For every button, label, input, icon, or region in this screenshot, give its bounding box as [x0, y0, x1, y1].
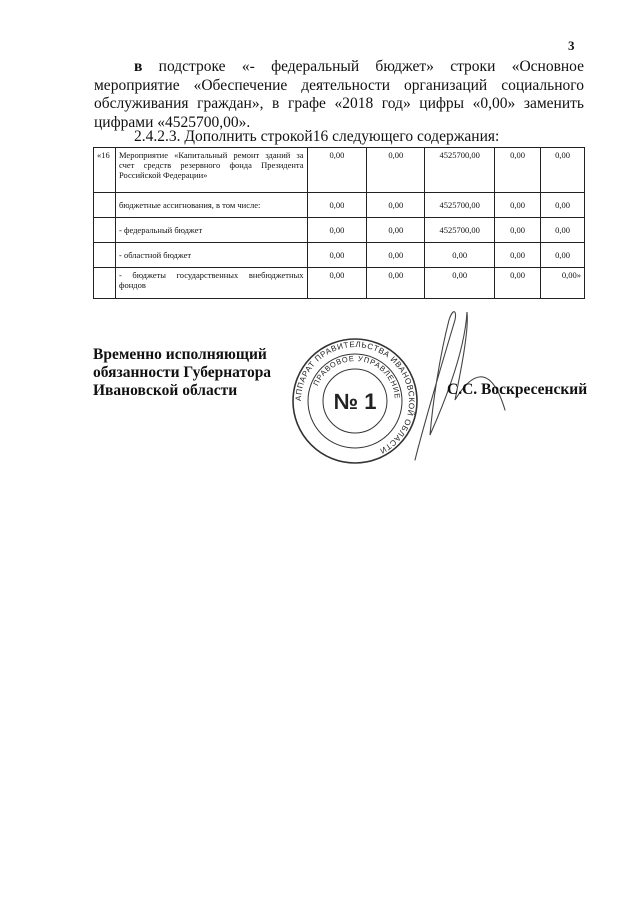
cell-value: 4525700,00: [425, 148, 495, 193]
cell-value: 0,00: [307, 193, 367, 218]
table-row: [94, 268, 585, 299]
cell-value: 0,00: [541, 243, 585, 268]
table-row: [94, 218, 585, 243]
cell-value: 0,00: [495, 268, 541, 299]
row-label: - областной бюджет: [115, 243, 307, 268]
cell-value: 0,00: [307, 243, 367, 268]
row-label: Мероприятие «Капитальный ремонт зданий за счет средств резервного фонда Президента Российской Федерации»: [115, 148, 307, 193]
row-index: [94, 218, 116, 243]
row-index: [94, 193, 116, 218]
cell-value: 0,00: [495, 148, 541, 193]
cell-value: 0,00»: [541, 268, 585, 299]
cell-value: 0,00: [495, 218, 541, 243]
cell-value: 0,00: [367, 148, 425, 193]
cell-value: 4525700,00: [425, 193, 495, 218]
page-number: 3: [568, 38, 575, 53]
row-index: [94, 243, 116, 268]
paragraph-text: подстроке «- федеральный бюджет» строки «Основное мероприятие «Обеспечение деятельности организаций социального обслуживания граждан», в графе «2018 год» цифры «0,00» заменить цифрами «4525700,00».: [94, 58, 584, 131]
amendment-paragraph: [94, 58, 584, 132]
cell-value: 0,00: [307, 148, 367, 193]
cell-value: 0,00: [367, 268, 425, 299]
signatory-title: [93, 346, 271, 400]
stamp-outer-text: АППАРАТ ПРАВИТЕЛЬСТВА ИВАНОВСКОЙ ОБЛАСТИ: [293, 339, 417, 456]
row-label: - федеральный бюджет: [115, 218, 307, 243]
cell-value: 0,00: [425, 243, 495, 268]
cell-value: 0,00: [541, 218, 585, 243]
budget-table: [93, 147, 585, 299]
cell-value: 0,00: [495, 193, 541, 218]
stamp-center-text: № 1: [333, 389, 377, 414]
row-index: «16: [94, 148, 116, 193]
cell-value: 0,00: [541, 193, 585, 218]
cell-value: 0,00: [495, 243, 541, 268]
paragraph-lead: в: [134, 58, 143, 75]
signatory-title-line: обязанности Губернатора: [93, 364, 272, 381]
cell-value: 0,00: [307, 218, 367, 243]
cell-value: 0,00: [367, 218, 425, 243]
row-index: [94, 268, 116, 299]
table-row: [94, 193, 585, 218]
subpoint-heading: 2.4.2.3. Дополнить строкой16 следующего содержания:: [134, 128, 500, 145]
signatory-title-line: Ивановской области: [93, 382, 238, 399]
cell-value: 0,00: [541, 148, 585, 193]
row-label: бюджетные ассигнования, в том числе:: [115, 193, 307, 218]
row-label: - бюджеты государственных внебюджетных фондов: [115, 268, 307, 299]
table-row: [94, 243, 585, 268]
cell-value: 0,00: [367, 243, 425, 268]
stamp-inner-text: ПРАВОВОЕ УПРАВЛЕНИЕ: [311, 353, 403, 400]
table-row: [94, 148, 585, 193]
cell-value: 0,00: [425, 268, 495, 299]
cell-value: 4525700,00: [425, 218, 495, 243]
cell-value: 0,00: [367, 193, 425, 218]
cell-value: 0,00: [307, 268, 367, 299]
signatory-name: С.С. Воскресенский: [447, 381, 588, 398]
signatory-title-line: Временно исполняющий: [93, 346, 267, 363]
